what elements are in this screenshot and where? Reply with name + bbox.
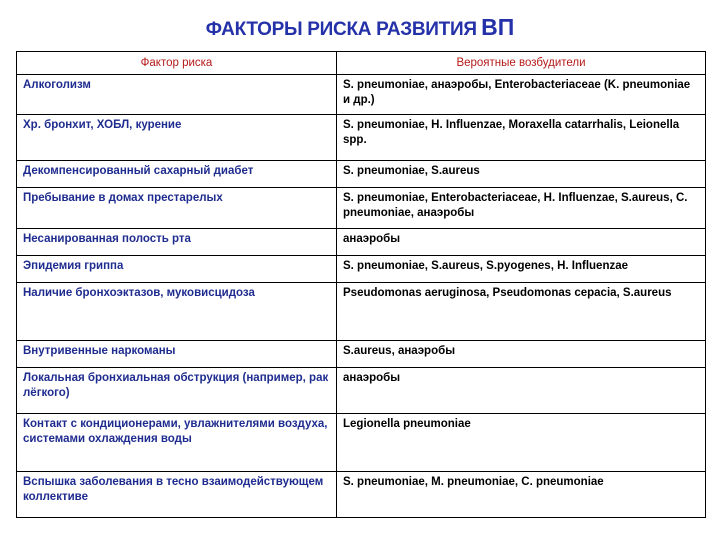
page-title — [0, 14, 720, 41]
agents-cell: S. pneumoniae, S.aureus, S.pyogenes, H. Influenzae — [337, 256, 706, 283]
factor-cell: Наличие бронхоэктазов, муковисцидоза — [17, 283, 337, 341]
table-row — [17, 256, 706, 283]
table-row — [17, 161, 706, 188]
page-title-main: ФАКТОРЫ РИСКА РАЗВИТИЯ — [205, 19, 477, 40]
page-title-abbr: ВП — [481, 14, 515, 40]
factor-cell: Эпидемия гриппа — [17, 256, 337, 283]
table-row — [17, 229, 706, 256]
factor-cell: Несанированная полость рта — [17, 229, 337, 256]
agents-cell: Pseudomonas aeruginosa, Pseudomonas cepacia, S.aureus — [337, 283, 706, 341]
factor-cell: Пребывание в домах престарелых — [17, 188, 337, 229]
table-row — [17, 472, 706, 518]
agents-cell: S. pneumoniae, Enterobacteriaceae, H. Influenzae, S.aureus, C. pneumoniae, анаэробы — [337, 188, 706, 229]
agents-cell: S. pneumoniae, H. Influenzae, Moraxella catarrhalis, Leionella spp. — [337, 115, 706, 161]
agents-cell: S. pneumoniae, S.aureus — [337, 161, 706, 188]
header-agents: Вероятные возбудители — [337, 52, 706, 75]
table-row — [17, 414, 706, 472]
factor-cell: Контакт с кондиционерами, увлажнителями воздуха, системами охлаждения воды — [17, 414, 337, 472]
table-row — [17, 75, 706, 115]
agents-cell: анаэробы — [337, 229, 706, 256]
agents-cell: S. pneumoniae, анаэробы, Enterobacteriaceae (K. pneumoniae и др.) — [337, 75, 706, 115]
table-header-row — [17, 52, 706, 75]
table-row — [17, 341, 706, 368]
risk-factors-table — [16, 51, 706, 518]
agents-cell: S. pneumoniae, M. pneumoniae, C. pneumoniae — [337, 472, 706, 518]
agents-cell: Legionella pneumoniae — [337, 414, 706, 472]
table-row — [17, 115, 706, 161]
header-factor: Фактор риска — [17, 52, 337, 75]
agents-cell: S.aureus, анаэробы — [337, 341, 706, 368]
factor-cell: Хр. бронхит, ХОБЛ, курение — [17, 115, 337, 161]
agents-cell: анаэробы — [337, 368, 706, 414]
factor-cell: Алкоголизм — [17, 75, 337, 115]
factor-cell: Внутривенные наркоманы — [17, 341, 337, 368]
table-row — [17, 368, 706, 414]
table-row — [17, 283, 706, 341]
table-row — [17, 188, 706, 229]
factor-cell: Декомпенсированный сахарный диабет — [17, 161, 337, 188]
factor-cell: Локальная бронхиальная обструкция (например, рак лёгкого) — [17, 368, 337, 414]
factor-cell: Вспышка заболевания в тесно взаимодействующем коллективе — [17, 472, 337, 518]
